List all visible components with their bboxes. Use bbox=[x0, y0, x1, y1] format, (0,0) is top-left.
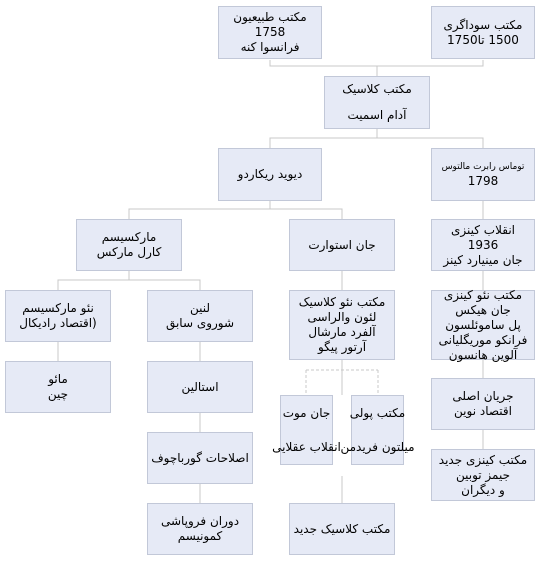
new-keynesian-person-1: جیمز توبین bbox=[455, 467, 511, 482]
physiocrats-person: فرانسوا کنه bbox=[240, 40, 300, 54]
node-ricardo bbox=[218, 148, 322, 201]
physiocrats-year: 1758 bbox=[254, 25, 286, 39]
connector-top bbox=[270, 60, 483, 66]
connector-ricardo-marxism bbox=[129, 201, 270, 219]
malthus-title: توماس رابرت مالتوس bbox=[441, 161, 525, 172]
collapse-subtitle: کمونیسم bbox=[177, 529, 223, 543]
physiocrats-title: مکتب طبیعیون bbox=[233, 10, 307, 24]
classical-title: مکتب کلاسیک bbox=[342, 82, 412, 97]
node-rational-expectations bbox=[272, 395, 341, 465]
node-gorbachev bbox=[147, 432, 253, 484]
node-physiocrats bbox=[218, 6, 322, 59]
connector-classical-ricardo bbox=[270, 129, 377, 148]
new-keynesian-person-2: و دیگران bbox=[461, 482, 505, 497]
neo-keynesian-person-1: جان هیکس bbox=[455, 302, 511, 317]
muth-title: جان موت bbox=[282, 405, 331, 420]
node-marxism bbox=[76, 219, 182, 271]
classical-person: آدام اسمیت bbox=[347, 107, 407, 122]
node-mercantilism bbox=[431, 6, 535, 59]
lenin-title: لنین bbox=[189, 301, 211, 315]
node-neoclassical bbox=[289, 290, 395, 360]
node-monetarism bbox=[340, 395, 415, 465]
node-mill bbox=[289, 219, 395, 271]
lenin-place: شوروی سابق bbox=[165, 316, 235, 330]
node-new-keynesian bbox=[431, 449, 535, 501]
monetarism-person: میلتون فریدمن bbox=[340, 439, 415, 454]
node-lenin bbox=[147, 290, 253, 342]
ricardo-title: دیوید ریکاردو bbox=[237, 167, 303, 181]
neo-keynesian-person-4: آلوین هانسون bbox=[448, 347, 518, 362]
neoclassical-person-3: آرتور پیگو bbox=[317, 340, 367, 354]
mainstream-title: جریان اصلی bbox=[452, 389, 514, 403]
connector-classical-malthus bbox=[377, 138, 483, 148]
node-classical bbox=[324, 76, 430, 129]
neo-keynesian-title: مکتب نئو کینزی bbox=[443, 287, 523, 302]
new-classical-title: مکتب کلاسیک جدید bbox=[293, 521, 391, 536]
connector-marxism-neomarxism bbox=[58, 271, 129, 290]
neoclassical-title: مکتب نئو کلاسیک bbox=[298, 295, 386, 309]
keynesian-rev-title: انقلاب کینزی bbox=[451, 222, 515, 237]
node-malthus bbox=[431, 148, 535, 201]
mill-title: جان استوارت bbox=[308, 237, 376, 252]
mao-place: چین bbox=[47, 387, 69, 401]
neoclassical-person-1: لئون والراسی bbox=[307, 310, 377, 324]
neoclassical-person-2: آلفرد مارشال bbox=[308, 325, 376, 339]
neo-marxism-subtitle: (اقتصاد رادیکال bbox=[19, 316, 97, 330]
collapse-title: دوران فروپاشی bbox=[160, 514, 240, 528]
node-mao bbox=[5, 361, 111, 413]
mainstream-subtitle: اقتصاد نوین bbox=[454, 404, 512, 418]
neo-keynesian-person-2: پل ساموئلسون bbox=[445, 317, 521, 332]
marxism-person: کارل مارکس bbox=[96, 245, 162, 259]
keynesian-rev-person: جان مینیارد کینز bbox=[443, 252, 523, 267]
node-communism-collapse bbox=[147, 503, 253, 555]
mercantilism-years: 1500 تا1750 bbox=[447, 32, 519, 47]
new-keynesian-title: مکتب کینزی جدید bbox=[438, 452, 528, 467]
mao-title: مائو bbox=[48, 372, 68, 386]
mercantilism-title: مکتب سوداگری bbox=[443, 17, 523, 32]
gorbachev-title: اصلاحات گورباچوف bbox=[151, 450, 249, 465]
neo-marxism-title: نئو مارکسیسم bbox=[22, 301, 94, 315]
marxism-title: مارکسیسم bbox=[101, 230, 157, 244]
node-neo-keynesian bbox=[431, 287, 535, 362]
connector-marxism-lenin bbox=[129, 280, 200, 290]
stalin-title: استالین bbox=[181, 379, 219, 394]
malthus-year: 1798 bbox=[467, 173, 499, 188]
node-keynesian-revolution bbox=[431, 219, 535, 271]
muth-subtitle: انقلاب عقلایی bbox=[272, 439, 341, 454]
keynesian-rev-year: 1936 bbox=[467, 237, 499, 252]
node-stalin bbox=[147, 361, 253, 413]
node-mainstream bbox=[431, 378, 535, 430]
neo-keynesian-person-3: فرانکو موریگلیانی bbox=[438, 332, 528, 347]
node-neo-marxism bbox=[5, 290, 111, 342]
monetarism-title: مکتب پولی bbox=[349, 405, 406, 420]
connector-ricardo-mill bbox=[270, 209, 342, 219]
node-new-classical bbox=[289, 503, 395, 555]
